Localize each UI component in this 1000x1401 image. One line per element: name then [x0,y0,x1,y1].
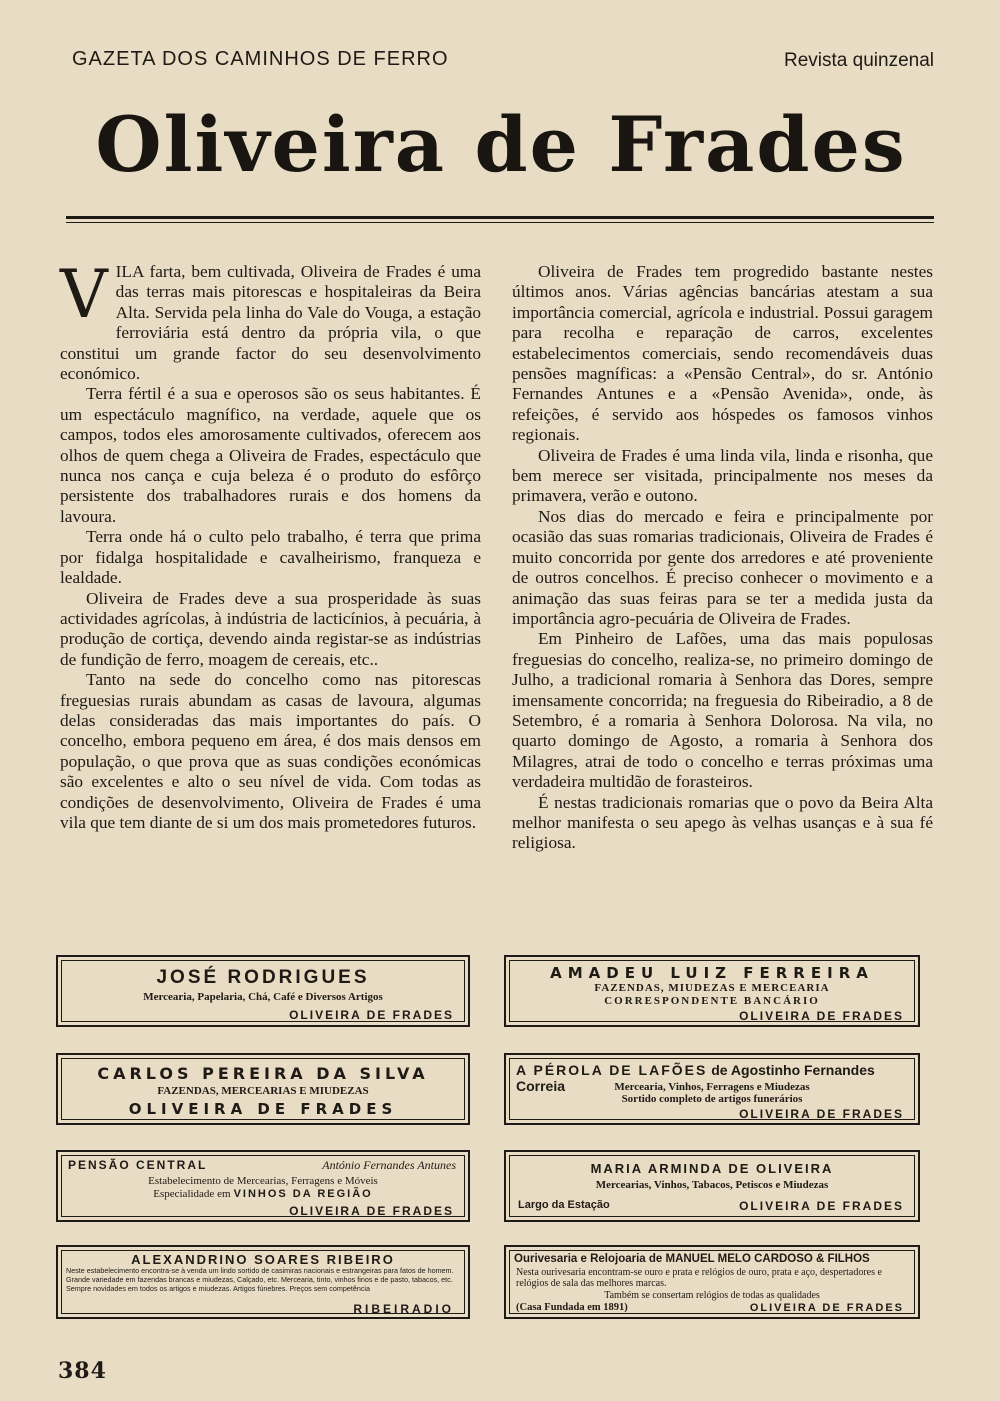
periodicity: Revista quinzenal [784,50,934,71]
paragraph: Terra onde há o culto pelo trabalho, é terra que prima por fidalga hospitalidade e cavalheirismo, franqueza e lealdade. [60,527,481,588]
ad-description: FAZENDAS, MIUDEZAS E MERCEARIA [594,982,830,994]
paragraph: Terra fértil é a sua e operosos são os seus habitantes. É um espectáculo magnífico, na verdade, aquele que os campos, todos eles amorosamente cultivados, oferecem aos olhos de quem chega a Oliveira de Frades, espectáculo que nunca nos cança e cuja beleza é o produto do esfôrço persistente dos trabalhadores rurais e dos homens da lavoura. [60,384,481,526]
ad-location: OLIVEIRA DE FRADES [739,1009,904,1023]
drop-cap: V [60,256,108,333]
ad-description: Estabelecimento de Mercearias, Ferragens e Móveis [148,1175,378,1187]
ad-description: Nesta ourivesaria encontram-se ouro e prata e relógios de ouro, prata e aço, despertadores e relógios de sala das melhores marcas. [516,1267,882,1289]
ad-description: FAZENDAS, MERCEARIAS E MIUDEZAS [157,1085,369,1097]
ad-address: Largo da Estação [518,1199,610,1211]
page-number: 384 [58,1358,107,1384]
paragraph: Nos dias do mercado e feira e principalmente por ocasião das suas romarias tradicionais, Oliveira de Frades é muito concorrida por gente dos arredores e até proveniente de outros concelhos. É preciso conhecer o movimento e a animação das suas feiras para se ter a medida justa da importância agro-pecuária de Oliveira de Frades. [512,506,933,628]
ad-name: Ourivesaria e Relojoaria de MANUEL MELO CARDOSO & FILHOS [514,1253,870,1265]
paragraph: Oliveira de Frades tem progredido bastante nestes últimos anos. Várias agências bancárias atestam a sua importância comercial, agrícola e industrial. Possui garagem para recolha e reparação de carros, excelentes estabelecimentos comerciais, sendo recomendáveis duas pensões magníficas: a «Pensão Central», do sr. António Fernandes Antunes e a «Pensão Avenida», onde, às refeições, é servido aos hóspedes os famosos vinhos regionais. [512,262,933,445]
paragraph: É nestas tradicionais romarias que o povo da Beira Alta melhor manifesta o seu apego às velhas usanças e à sua fé religiosa. [512,792,933,853]
ad-alexandrino-soares-ribeiro [56,1245,470,1319]
ad-name: MARIA ARMINDA DE OLIVEIRA [590,1161,834,1176]
ad-owner: de Agostinho Fernandes Correia [516,1062,875,1094]
ad-location: OLIVEIRA DE FRADES [289,1204,454,1218]
ad-manuel-melo-cardoso [504,1245,920,1319]
ad-name: ALEXANDRINO SOARES RIBEIRO [131,1252,395,1267]
ad-pensao-central [56,1150,470,1222]
ad-jose-rodrigues [56,955,470,1027]
paragraph: Em Pinheiro de Lafões, uma das mais populosas freguesias do concelho, realiza-se, no primeiro domingo de Julho, a tradicional romaria à Senhora das Dores, sempre imensamente concorrida; na freguesia do Ribeiradio, a 8 de Setembro, é a romaria à Senhora Dolorosa. Na vila, no quarto domingo de Agosto, a romaria à Senhora dos Milagres, atrai de todo o concelho e terras próximas uma verdadeira multidão de forasteiros. [512,629,933,792]
ad-description: CORRESPONDENTE BANCÁRIO [604,995,820,1007]
ad-location: OLIVEIRA DE FRADES [739,1199,904,1213]
ad-location: RIBEIRADIO [353,1302,454,1316]
paragraph: Tanto na sede do concelho como nas pitorescas freguesias rurais abundam as casas de lavoura, algumas delas consideradas das mais importantes do país. O concelho, embora pequeno em área, é dos mais densos em população, o que prova que as suas condições económicas são excelentes e alto o seu nível de vida. Com todas as condições de desenvolvimento, Oliveira de Frades é uma vila que tem diante de si um dos mais prometedores futuros. [60,670,481,832]
article-column-right [512,262,933,854]
ad-maria-arminda-de-oliveira [504,1150,920,1222]
article-title: Oliveira de Frades [95,100,907,189]
ad-name: AMADEU LUIZ FERREIRA [550,964,874,982]
publication-name: GAZETA DOS CAMINHOS DE FERRO [72,48,449,70]
ad-name: PENSÃO CENTRAL [68,1158,208,1172]
ad-location: OLIVEIRA DE FRADES [128,1100,398,1118]
ad-amadeu-luiz-ferreira [504,955,920,1027]
ad-location: OLIVEIRA DE FRADES [749,1302,904,1314]
ad-owner: António Fernandes Antunes [322,1158,456,1172]
ad-founded: (Casa Fundada em 1891) [516,1302,628,1313]
ad-location: OLIVEIRA DE FRADES [289,1008,454,1022]
title-rule-thick [66,216,934,219]
ad-name: JOSÉ RODRIGUES [156,967,370,988]
ad-specialty-prefix: Especialidade em [153,1188,231,1200]
ad-description: Neste estabelecimento encontra-se à venda um lindo sortido de casimiras nacionais e estrangeiras para fatos de homem. Grande variedade em fazendas brancas e miudezas, Calçado, etc. Mercearia, tinto, vinhos finos e de pasto, tabacos, etc. Sempre novidades em todos os artigos e miudezas. Artigos fúnebres. Preços sem competência [66,1266,454,1293]
ad-description: Mercearia, Vinhos, Ferragens e Miudezas [614,1081,810,1093]
ad-specialty-line [58,1188,468,1200]
ad-specialty: VINHOS DA REGIÃO [233,1188,373,1200]
ad-perola-de-lafoes [504,1053,920,1125]
ad-name: CARLOS PEREIRA DA SILVA [97,1064,429,1083]
paragraph: VILA farta, bem cultivada, Oliveira de Frades é uma das terras mais pitorescas e hospitaleiras da Beira Alta. Servida pela linha do Vale do Vouga, a estação ferroviária está dentro da própria vila, o que constitui um grande factor do seu desenvolvimento económico. [60,256,481,384]
paragraph: Oliveira de Frades deve a sua prosperidade às suas actividades agrícolas, à indústria de lacticínios, à pecuária, à produção de cortiça, devendo ainda registar-se as indústrias de fundição de ferro, moagem de cereais, etc.. [60,588,481,669]
ad-description: Também se consertam relógios de todas as qualidades [604,1290,820,1301]
article-column-left [60,256,481,833]
ad-carlos-pereira-da-silva [56,1053,470,1125]
ad-location: OLIVEIRA DE FRADES [739,1107,904,1121]
ad-description: Mercearias, Vinhos, Tabacos, Petiscos e Miudezas [595,1179,829,1191]
paragraph: Oliveira de Frades é uma linda vila, linda e risonha, que bem merece ser visitada, principalmente nos meses da primavera, verão e outono. [512,445,933,506]
title-rule-thin [66,222,934,223]
ad-name: A PÉROLA DE LAFÕES [516,1062,708,1078]
ad-description: Mercearia, Papelaria, Chá, Café e Diversos Artigos [143,991,383,1003]
ad-description: Sortido completo de artigos funerários [621,1093,803,1105]
